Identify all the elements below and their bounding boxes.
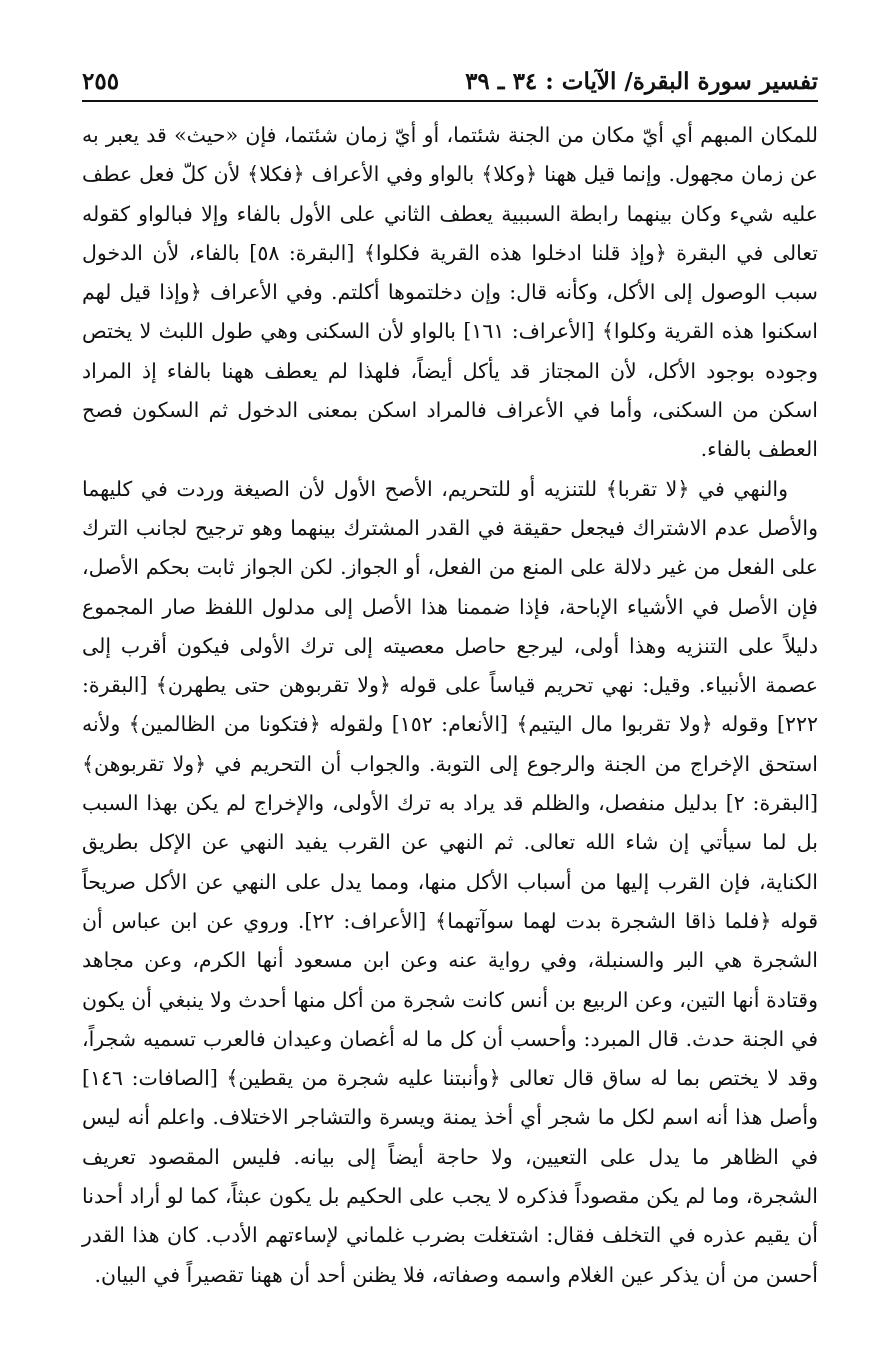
running-title: تفسير سورة البقرة/ الآيات : ٣٤ ـ ٣٩ (465, 68, 818, 95)
body-text (82, 116, 818, 1295)
page-number: ٢٥٥ (82, 68, 120, 95)
page-header (82, 62, 818, 98)
paragraph-1: للمكان المبهم أي أيّ مكان من الجنة شئتما، أو أيّ زمان شئتما، فإن «حيث» قد يعبر به عن زمان مجهول. وإنما قيل ههنا ﴿وكلا﴾ بالواو وفي الأعراف ﴿فكلا﴾ لأن كلّ فعل عطف عليه شيء وكان بينهما رابطة السببية يعطف الثاني على الأول بالفاء وإلا فبالواو كقوله تعالى في البقرة ﴿وإذ قلنا ادخلوا هذه القرية فكلوا﴾ [البقرة: ٥٨] بالفاء، لأن الدخول سبب الوصول إلى الأكل، وكأنه قال: وإن دخلتموها أكلتم. وفي الأعراف ﴿وإذا قيل لهم اسكنوا هذه القرية وكلوا﴾ [الأعراف: ١٦١] بالواو لأن السكنى وهي طول اللبث لا يختص وجوده بوجود الأكل، لأن المجتاز قد يأكل أيضاً، فلهذا لم يعطف ههنا بالفاء إذ المراد اسكن من السكنى، وأما في الأعراف فالمراد اسكن بمعنى الدخول ثم السكون فصح العطف بالفاء. (82, 123, 818, 462)
header-divider (82, 100, 818, 102)
paragraph-2: والنهي في ﴿لا تقربا﴾ للتنزيه أو للتحريم، الأصح الأول لأن الصيغة وردت في كليهما والأصل عدم الاشتراك فيجعل حقيقة في القدر المشترك بينهما وهو ترجيح لجانب الترك على الفعل من غير دلالة على المنع من الفعل، أو الجواز. لكن الجواز ثابت بحكم الأصل، فإن الأصل في الأشياء الإباحة، فإذا ضممنا هذا الأصل إلى مدلول اللفظ صار المجموع دليلاً على التنزيه وهذا أولى، ليرجع حاصل معصيته إلى ترك الأولى فيكون أقرب إلى عصمة الأنبياء. وقيل: نهي تحريم قياساً على قوله ﴿ولا تقربوهن حتى يطهرن﴾ [البقرة: ٢٢٢] وقوله ﴿ولا تقربوا مال اليتيم﴾ [الأنعام: ١٥٢] ولقوله ﴿فتكونا من الظالمين﴾ ولأنه استحق الإخراج من الجنة والرجوع إلى التوبة. والجواب أن التحريم في ﴿ولا تقربوهن﴾ [البقرة: ٢] بدليل منفصل، والظلم قد يراد به ترك الأولى، والإخراج لم يكن بهذا السبب بل لما سيأتي إن شاء الله تعالى. ثم النهي عن القرب يفيد النهي عن الإكل بطريق الكناية، فإن القرب إليها من أسباب الأكل منها، ومما يدل على النهي عن الأكل صريحاً قوله ﴿فلما ذاقا الشجرة بدت لهما سوآتهما﴾ [الأعراف: ٢٢]. وروي عن ابن عباس أن الشجرة هي البر والسنبلة، وفي رواية عنه وعن ابن مسعود أنها الكرم، وعن مجاهد وقتادة أنها التين، وعن الربيع بن أنس كانت شجرة من أكل منها أحدث ولا ينبغي أن يكون في الجنة حدث. قال المبرد: وأحسب أن كل ما له أغصان وعيدان فالعرب تسميه شجراً، وقد لا يختص بما له ساق قال تعالى ﴿وأنبتنا عليه شجرة من يقطين﴾ [الصافات: ١٤٦] وأصل هذا أنه اسم لكل ما شجر أي أخذ يمنة ويسرة والتشاجر الاختلاف. واعلم أنه ليس في الظاهر ما يدل على التعيين، ولا حاجة أيضاً إلى بيانه. فليس المقصود تعريف الشجرة، وما لم يكن مقصوداً فذكره لا يجب على الحكيم بل يكون عبثاً، كما لو أراد أحدنا أن يقيم عذره في التخلف فقال: اشتغلت بضرب غلماني لإساءتهم الأدب. كان هذا القدر أحسن من أن يذكر عين الغلام واسمه وصفاته، فلا يظنن أحد أن ههنا تقصيراً في البيان. (82, 476, 819, 1287)
book-page (82, 62, 818, 1295)
